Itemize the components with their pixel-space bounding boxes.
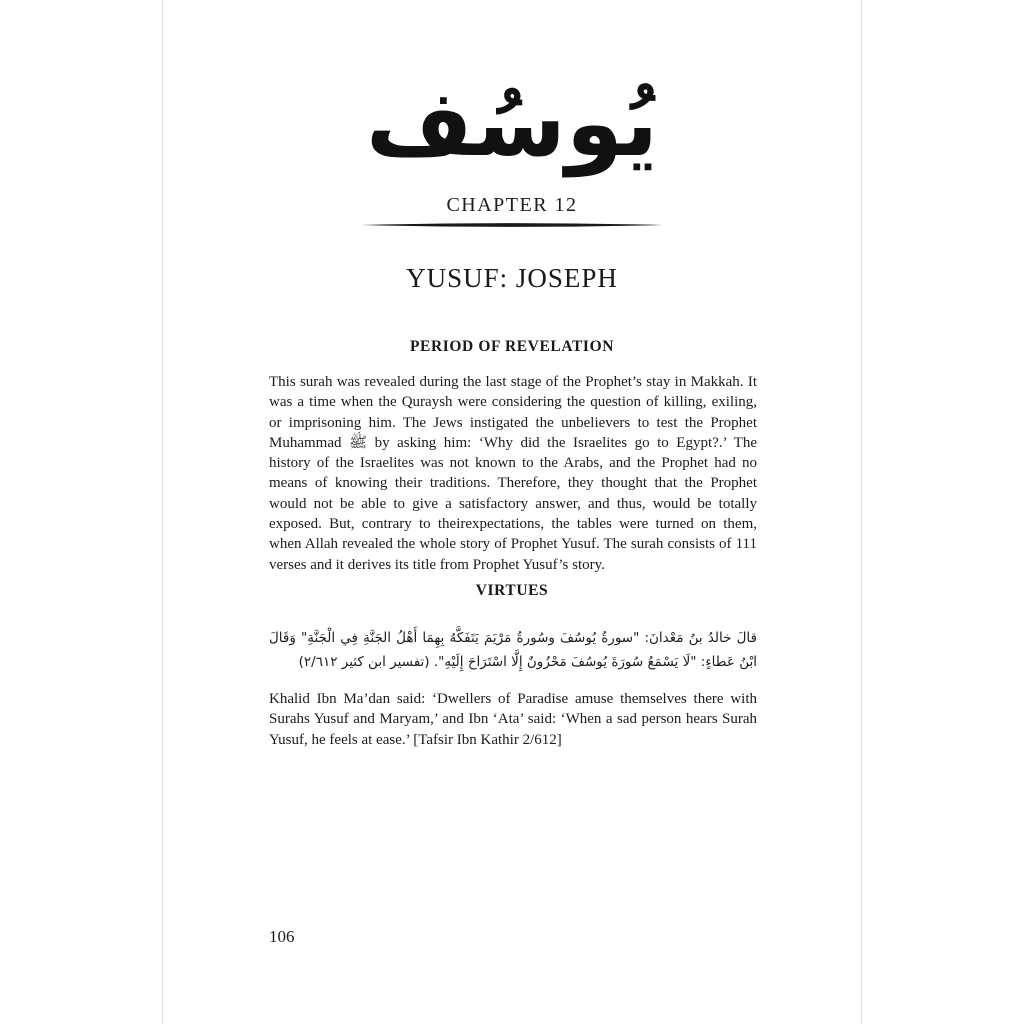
virtues-arabic-quote: قالَ خالدُ بنُ مَعْدانَ: "سورةُ يُوسُفَ وسُورةُ مَرْيَمَ يَتَفَكَّهُ بِهِمَا أَهْلُ الجَنَّةِ فِي الْجَنَّةِ" وَقَالَ ابْنُ عَطاءٍ: "لَا يَسْمَعُ سُورَةَ يُوسُفَ مَحْزُونٌ إِلَّا اسْتَرَاحَ إِلَيْهِ". (تفسير ابن كثير ٢/٦١٢) (269, 630, 757, 670)
chapter-label: CHAPTER 12 (446, 194, 578, 216)
period-of-revelation-text: This surah was revealed during the last stage of the Prophet’s stay in Makkah. It was a time when the Quraysh were considering the question of killing, exiling, or imprisoning him. The Jews instigated the unbelievers to test the Prophet Muhammad ﷺ by asking him: ‘Why did the Israelites go to Egypt?.’ The history of the Israelites was not known to the Arabs, and the Prophet had no means of knowing their traditions. Therefore, they thought that the Prophet would not be able to give a satisfactory answer, and thus, would be totally exposed. But, contrary to theirexpectations, the tables were turned on them, when Allah revealed the whole story of Prophet Yusuf. The surah consists of 111 verses and it derives its title from Prophet Yusuf’s story. (269, 374, 757, 573)
chapter-title: YUSUF: JOSEPH (406, 263, 618, 293)
arabic-title-calligraphy: يُوسُف (365, 70, 659, 177)
virtues-translation: Khalid Ibn Ma’dan said: ‘Dwellers of Paradise amuse themselves there with Surahs Yusuf and Maryam,’ and Ibn ‘Ata’ said: ‘When a sad person hears Surah Yusuf, he feels at ease.’ [Tafsir Ibn Kathir 2/612] (269, 691, 757, 748)
decorative-swash-divider (361, 220, 663, 230)
virtues-heading: VIRTUES (475, 582, 549, 599)
book-page (163, 0, 861, 1024)
page-number: 106 (269, 927, 295, 946)
period-of-revelation-heading: PERIOD OF REVELATION (409, 338, 615, 355)
